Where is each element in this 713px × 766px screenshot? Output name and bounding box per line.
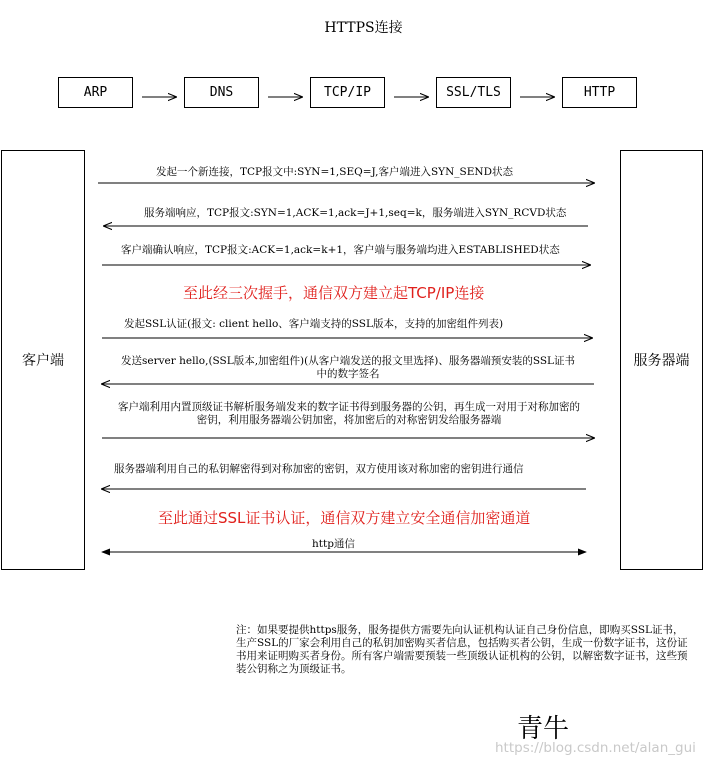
protocol-box-ssltls: SSL/TLS — [436, 77, 511, 108]
milestone-ssl: 至此通过SSL证书认证，通信双方建立安全通信加密通道 — [158, 509, 531, 527]
diagram-title: HTTPS连接 — [324, 20, 403, 36]
message-client-hello: 发起SSL认证(报文: client hello、客户端支持的SSL版本，支持的加密组件列表) — [124, 318, 504, 330]
protocol-box-http: HTTP — [562, 77, 637, 108]
protocol-box-arp: ARP — [58, 77, 133, 108]
server-label: 服务器端 — [633, 353, 690, 369]
signature: 青牛 — [517, 714, 570, 744]
message-http: http通信 — [312, 538, 355, 550]
watermark: https://blog.csdn.net/alan_gui — [495, 740, 696, 756]
protocol-box-dns: DNS — [184, 77, 259, 108]
message-server-decrypt: 服务器端利用自己的私钥解密得到对称加密的密钥，双方使用该对称加密的密钥进行通信 — [114, 463, 524, 475]
protocol-box-tcpip: TCP/IP — [310, 77, 385, 108]
footnote: 注：如果要提供https服务，服务提供方需要先向认证机构认证自己身份信息，即购买SSL证书，生产SSL的厂家会利用自己的私钥加密购买者信息，包括购买者公钥，生成一份数字证书，这份证书用来证明购买者身份。所有客户端需要预装一些顶级认证机构的公钥，以解密数字证书，这些预装公钥称之为顶级证书。 — [236, 624, 688, 675]
milestone-tcp: 至此经三次握手，通信双方建立起TCP/IP连接 — [183, 284, 485, 302]
client-label: 客户端 — [22, 353, 64, 369]
message-syn: 发起一个新连接，TCP报文中:SYN=1,SEQ=J,客户端进入SYN_SEND状态 — [156, 166, 513, 178]
message-syn-ack: 服务端响应，TCP报文:SYN=1,ACK=1,ack=J+1,seq=k，服务端进入SYN_RCVD状态 — [144, 207, 567, 219]
message-server-hello: 发送server hello,(SSL版本,加密组件)(从客户端发送的报文里选择)、服务器端预安装的SSL证书中的数字签名 — [120, 355, 576, 380]
message-key-exchange: 客户端利用内置顶级证书解析服务端发来的数字证书得到服务器的公钥，再生成一对用于对称加密的密钥，利用服务器端公钥加密，将加密后的对称密钥发给服务器端 — [118, 401, 580, 426]
message-ack: 客户端确认响应，TCP报文:ACK=1,ack=k+1，客户端与服务端均进入ESTABLISHED状态 — [121, 244, 560, 256]
